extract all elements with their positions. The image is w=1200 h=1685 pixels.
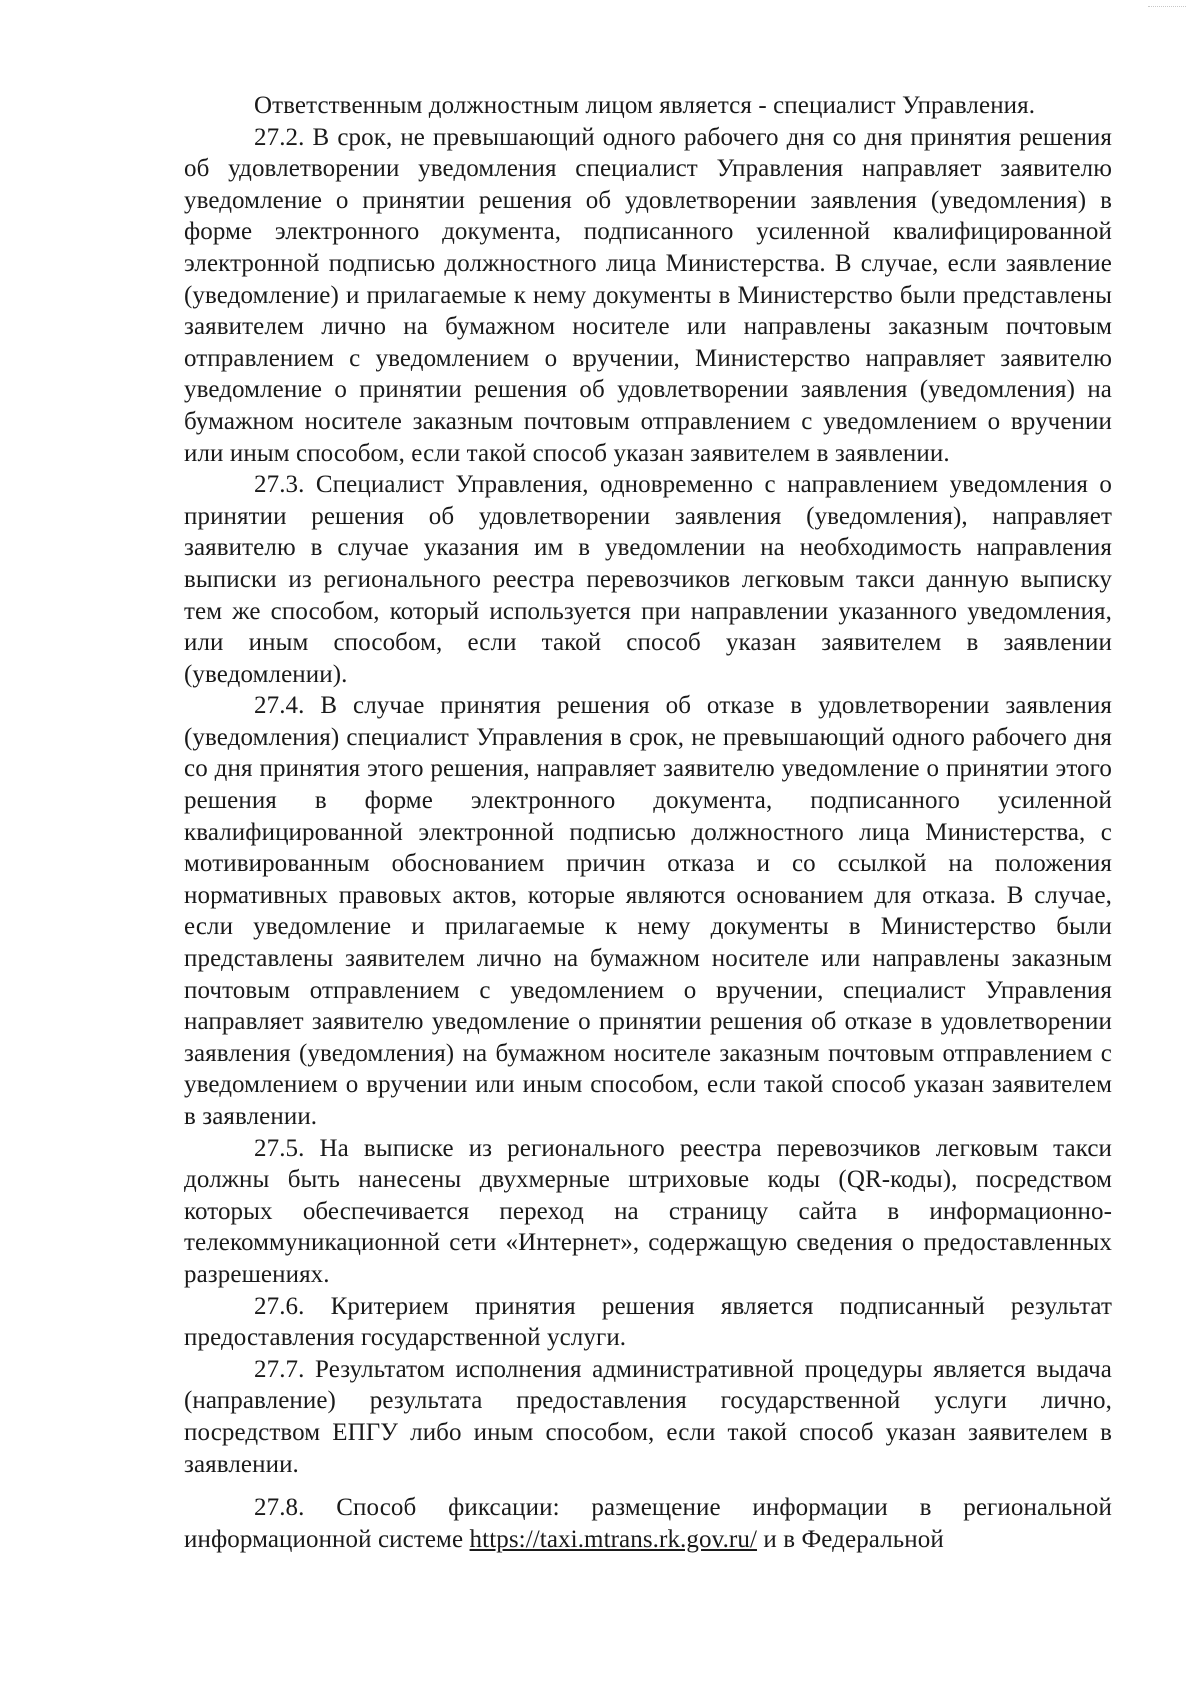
regional-system-link[interactable]: https://taxi.mtrans.rk.gov.ru/ <box>469 1525 758 1553</box>
paragraph-27-2: 27.2. В срок, не превышающий одного рабочего дня со дня принятия решения об удовлетворении уведомления специалист Управления направляет заявителю уведомление о принятии решения об удовлетворении заявления (уведомления) в форме электронного документа, подписанного усиленной квалифицированной электронной подписью должностного лица Министерства. В случае, если заявление (уведомление) и прилагаемые к нему документы в Министерство были представлены заявителем лично на бумажном носителе или направлены заказным почтовым отправлением с уведомлением о вручении, Министерство направляет заявителю уведомление о принятии решения об удовлетворении заявления (уведомления) на бумажном носителе заказным почтовым отправлением с уведомлением о вручении или иным способом, если такой способ указан заявителем в заявлении. <box>184 123 1112 467</box>
paragraph-27-5: 27.5. На выписке из регионального реестра перевозчиков легковым такси должны быть нанесены двухмерные штриховые коды (QR-коды), посредством которых обеспечивается переход на страницу сайта в информационно-телекоммуникационной сети «Интернет», содержащую сведения о предоставленных разрешениях. <box>184 1134 1112 1288</box>
paragraph-27-4: 27.4. В случае принятия решения об отказе в удовлетворении заявления (уведомления) специалист Управления в срок, не превышающий одного рабочего дня со дня принятия этого решения, направляет заявителю уведомление о принятии этого решения в форме электронного документа, подписанного усиленной квалифицированной электронной подписью должностного лица Министерства, с мотивированным обоснованием причин отказа и со ссылкой на положения нормативных правовых актов, которые являются основанием для отказа. В случае, если уведомление и прилагаемые к нему документы в Министерство были представлены заявителем лично на бумажном носителе или направлены заказным почтовым отправлением с уведомлением о вручении, специалист Управления направляет заявителю уведомление о принятии решения об отказе в удовлетворении заявления (уведомления) на бумажном носителе заказным почтовым отправлением с уведомлением о вручении или иным способом, если такой способ указан заявителем в заявлении. <box>184 692 1112 1130</box>
paragraph-27-8-text: 27.8. Способ фиксации: размещение информации в региональной информационной системе <box>184 1494 1112 1553</box>
document-body <box>184 90 1112 1555</box>
paragraph-27-8-tail: и в Федеральной <box>763 1525 944 1553</box>
paragraph-27-7: 27.7. Результатом исполнения административной процедуры является выдача (направление) результата предоставления государственной услуги лично, посредством ЕПГУ либо иным способом, если такой способ указан заявителем в заявлении. <box>184 1355 1112 1478</box>
scan-artifact <box>1148 6 1186 9</box>
paragraph-27-3: 27.3. Специалист Управления, одновременно с направлением уведомления о принятии решения об удовлетворении заявления (уведомления), направляет заявителю в случае указания им в уведомлении на необходимость направления выписки из регионального реестра перевозчиков легковым такси данную выписку тем же способом, который используется при направлении указанного уведомления, или иным способом, если такой способ указан заявителем в заявлении (уведомлении). <box>184 471 1112 688</box>
paragraph-27-8 <box>184 1492 1112 1555</box>
paragraph-27-6: 27.6. Критерием принятия решения является подписанный результат предоставления государственной услуги. <box>184 1292 1112 1352</box>
paragraph-responsible-person: Ответственным должностным лицом является - специалист Управления. <box>254 92 1036 119</box>
